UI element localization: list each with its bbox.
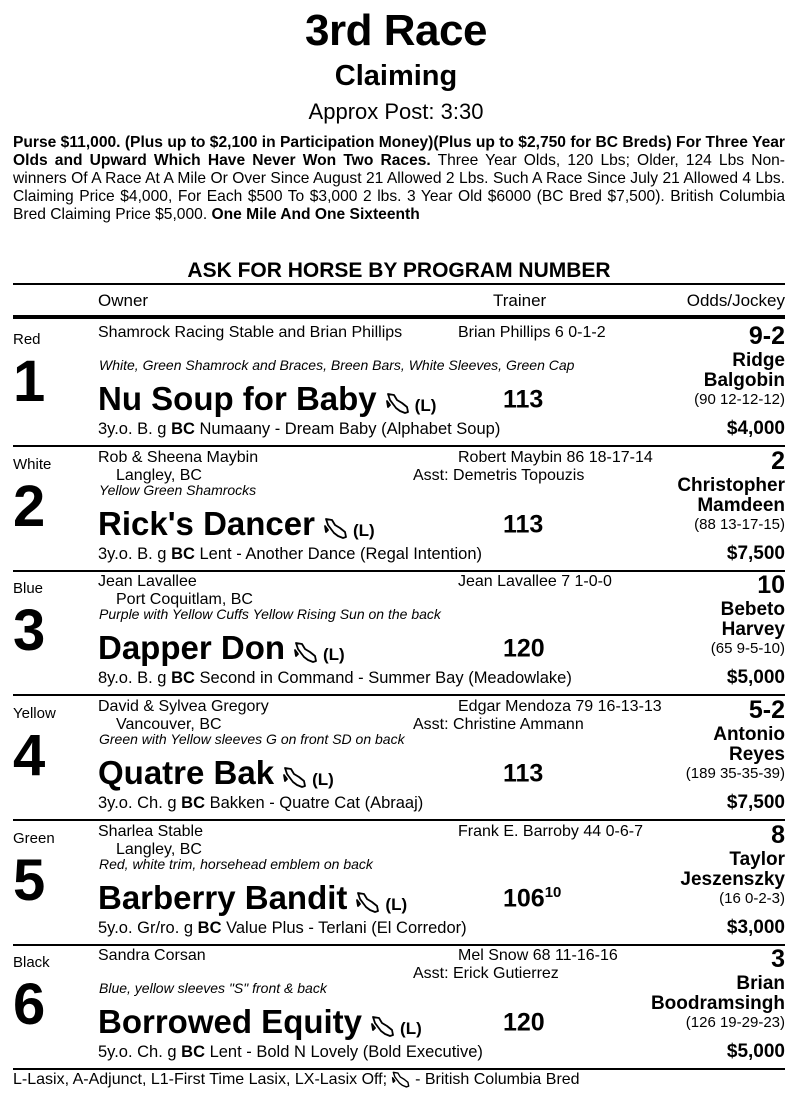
weight (503, 878, 561, 913)
conditions-distance: One Mile And One Sixteenth (211, 206, 420, 223)
morning-line-odds: 2 (771, 447, 785, 475)
sire-dam: Bakken - Quatre Cat (Abraaj) (205, 794, 424, 812)
program-number: 1 (13, 349, 46, 414)
morning-line-odds: 8 (771, 821, 785, 849)
age-sex: 3y.o. Ch. g (98, 794, 182, 812)
lasix-indicator: (L) (323, 645, 345, 664)
sire-dam: Value Plus - Terlani (El Corredor) (221, 919, 467, 937)
post-time: Approx Post: 3:30 (308, 99, 484, 124)
owner-name: Sharlea Stable (98, 823, 203, 840)
header-rule (13, 315, 785, 319)
lasix-indicator: (L) (385, 895, 408, 914)
lasix-indicator: (L) (414, 396, 437, 415)
weight (503, 628, 545, 663)
saddle-color: Yellow (13, 705, 56, 722)
bc-map-icon (282, 760, 308, 786)
horse-name: Dapper Don (98, 629, 286, 666)
age-sex: 5y.o. Gr/ro. g (98, 919, 198, 937)
owner-name: David & Sylvea Gregory (98, 698, 269, 715)
claiming-price: $4,000 (726, 418, 785, 439)
trainer-name: Jean Lavallee 7 1-0-0 (458, 573, 612, 590)
race-type: Claiming (334, 60, 458, 92)
saddle-color: White (13, 456, 52, 473)
entry-6 (13, 944, 785, 1070)
breeding (98, 1042, 483, 1062)
claiming-price: $7,500 (726, 792, 785, 813)
ask-banner: ASK FOR HORSE BY PROGRAM NUMBER (13, 259, 785, 285)
owner-location: Langley, BC (116, 467, 202, 484)
program-number: 2 (13, 474, 46, 539)
bc-map-icon (370, 1009, 396, 1035)
trainer-name: Frank E. Barroby 44 0-6-7 (458, 823, 643, 840)
entry-1 (13, 321, 785, 447)
legend-text: L-Lasix, A-Adjunct, L1-First Time Lasix, LX-Lasix Off; (13, 1071, 388, 1088)
jockey-last-name: Balgobin (703, 370, 785, 391)
entry-3 (13, 570, 785, 696)
bc-bred-label: BC (181, 1043, 205, 1061)
legend-bc-text: - British Columbia Bred (415, 1071, 580, 1088)
weight (503, 753, 543, 788)
horse-name: Quatre Bak (98, 754, 275, 791)
entry-4 (13, 695, 785, 821)
jockey-stats: (16 0-2-3) (719, 890, 785, 907)
jockey-stats: (189 35-35-39) (685, 765, 785, 782)
trainer-name: Edgar Mendoza 79 16-13-13 (458, 698, 662, 715)
saddle-color: Red (13, 331, 41, 348)
jockey-stats: (126 19-29-23) (685, 1014, 785, 1031)
assistant-trainer: Asst: Erick Gutierrez (413, 965, 559, 982)
claiming-price: $7,500 (726, 543, 785, 564)
weight-value: 120 (503, 1008, 545, 1037)
claiming-price: $5,000 (726, 667, 785, 688)
bc-bred-label: BC (197, 919, 222, 937)
morning-line-odds: 5-2 (748, 696, 785, 724)
jockey-last-name: Jeszenszky (680, 869, 785, 890)
horse-name-row (98, 995, 422, 1049)
owner-name: Rob & Sheena Maybin (98, 449, 259, 466)
weight-value: 113 (503, 759, 544, 788)
claiming-price: $3,000 (726, 917, 785, 938)
assistant-trainer: Asst: Christine Ammann (413, 716, 584, 733)
owner-name: Sandra Corsan (98, 947, 206, 964)
trainer-name: Mel Snow 68 11-16-16 (458, 947, 618, 964)
breeding (98, 918, 467, 938)
bc-map-icon (355, 885, 381, 911)
age-sex: 3y.o. B. g (98, 545, 172, 563)
jockey-stats: (90 12-12-12) (694, 391, 785, 408)
jockey-stats: (65 9-5-10) (710, 640, 785, 657)
bc-bred-label: BC (171, 545, 195, 563)
saddle-color: Blue (13, 580, 44, 597)
silks-description: White, Green Shamrock and Braces, Breen Bars, White Sleeves, Green Cap (99, 357, 575, 373)
bc-map-icon (391, 1070, 411, 1090)
breeding (98, 544, 482, 564)
sire-dam: Second in Command - Summer Bay (Meadowlake) (194, 669, 572, 687)
horse-name-row (98, 372, 436, 426)
trainer-name: Brian Phillips 6 0-1-2 (458, 324, 606, 341)
age-sex: 8y.o. B. g (98, 669, 172, 687)
owner-location: Vancouver, BC (116, 716, 222, 733)
owner-location: Langley, BC (116, 841, 202, 858)
silks-description: Yellow Green Shamrocks (99, 482, 257, 498)
breeding (98, 668, 572, 688)
sire-dam: Lent - Another Dance (Regal Intention) (194, 545, 483, 563)
lasix-indicator: (L) (352, 521, 375, 540)
bc-bred-label: BC (181, 794, 205, 812)
lasix-indicator: (L) (312, 770, 334, 789)
sire-dam: Lent - Bold N Lovely (Bold Executive) (205, 1043, 483, 1061)
claiming-price: $5,000 (726, 1041, 785, 1062)
jockey-first-name: Ridge (732, 350, 785, 371)
morning-line-odds: 10 (757, 571, 785, 599)
column-trainer: Trainer (493, 291, 547, 310)
jockey-first-name: Christopher (677, 475, 785, 496)
weight-value: 120 (503, 634, 545, 663)
morning-line-odds: 3 (771, 945, 785, 973)
bc-bred-label: BC (171, 669, 195, 687)
breeding (98, 419, 500, 439)
horse-name: Borrowed Equity (98, 1003, 363, 1040)
jockey-first-name: Brian (736, 973, 785, 994)
silks-description: Red, white trim, horsehead emblem on back (99, 856, 373, 872)
morning-line-odds: 9-2 (748, 322, 785, 350)
lasix-indicator: (L) (400, 1019, 422, 1038)
weight-value: 113 (503, 510, 544, 539)
jockey-last-name: Boodramsingh (650, 993, 785, 1014)
conditions-details: Three Year Olds, 120 Lbs; Older, 124 Lbs Non-winners Of A Race At A Mile Or Over Since August 21 Allowed 2 Lbs. Such A Race Since July 21 Allowed 4 Lbs. Claiming Price $4,000, For Each $500 To $3,000 2 lbs. 3 Year Old $6000 (BC Bred $7,500). British Columbia Bred Claiming Price $5,000. (13, 152, 785, 223)
owner-name: Shamrock Racing Stable and Brian Phillips (98, 324, 403, 341)
age-sex: 5y.o. Ch. g (98, 1043, 182, 1061)
owner-location: Port Coquitlam, BC (116, 591, 253, 608)
silks-description: Green with Yellow sleeves G on front SD on back (99, 731, 405, 747)
bc-map-icon (385, 386, 411, 412)
weight (503, 379, 543, 414)
bc-map-icon (323, 511, 349, 537)
bc-bred-label: BC (171, 420, 195, 438)
breeding (98, 793, 423, 813)
owner-name: Jean Lavallee (98, 573, 197, 590)
horse-name-row (98, 621, 345, 675)
silks-description: Purple with Yellow Cuffs Yellow Rising Sun on the back (99, 606, 441, 622)
jockey-last-name: Mamdeen (697, 495, 785, 516)
race-conditions (13, 134, 785, 224)
horse-name-row (98, 497, 375, 551)
entry-2 (13, 446, 785, 572)
column-owner: Owner (98, 291, 149, 310)
weight-allowance: 10 (544, 884, 562, 901)
jockey-last-name: Reyes (729, 744, 785, 765)
silks-description: Blue, yellow sleeves "S" front & back (99, 980, 327, 996)
conditions-purse: Purse $11,000. (Plus up to $2,100 in Participation Money)(Plus up to $2,750 for BC Breds) For Three Year Olds and Upward Which Have Never Won Two Races. (13, 134, 785, 169)
entry-5 (13, 820, 785, 946)
program-number: 3 (13, 598, 46, 663)
program-number: 6 (13, 972, 46, 1037)
bc-map-icon (293, 635, 319, 661)
trainer-name: Robert Maybin 86 18-17-14 (458, 449, 653, 466)
jockey-last-name: Harvey (721, 619, 785, 640)
weight-value: 113 (503, 385, 544, 414)
horse-name: Barberry Bandit (98, 879, 348, 916)
weight (503, 1002, 545, 1037)
horse-name: Nu Soup for Baby (98, 380, 377, 417)
saddle-color: Black (13, 954, 50, 971)
horse-name-row (98, 871, 407, 925)
jockey-first-name: Antonio (713, 724, 785, 745)
race-title: 3rd Race (305, 6, 487, 55)
program-number: 4 (13, 723, 46, 788)
jockey-first-name: Bebeto (720, 599, 785, 620)
sire-dam: Numaany - Dream Baby (Alphabet Soup) (194, 420, 501, 438)
weight-value: 106 (503, 884, 545, 913)
program-number: 5 (13, 848, 46, 913)
assistant-trainer: Asst: Demetris Topouzis (413, 467, 585, 484)
weight (503, 504, 543, 539)
jockey-stats: (88 13-17-15) (694, 516, 785, 533)
horse-name-row (98, 746, 334, 800)
jockey-first-name: Taylor (729, 849, 785, 870)
saddle-color: Green (13, 830, 55, 847)
column-odds-jockey: Odds/Jockey (686, 291, 785, 310)
age-sex: 3y.o. B. g (98, 420, 172, 438)
footer-legend (13, 1070, 580, 1090)
horse-name: Rick's Dancer (98, 505, 315, 542)
